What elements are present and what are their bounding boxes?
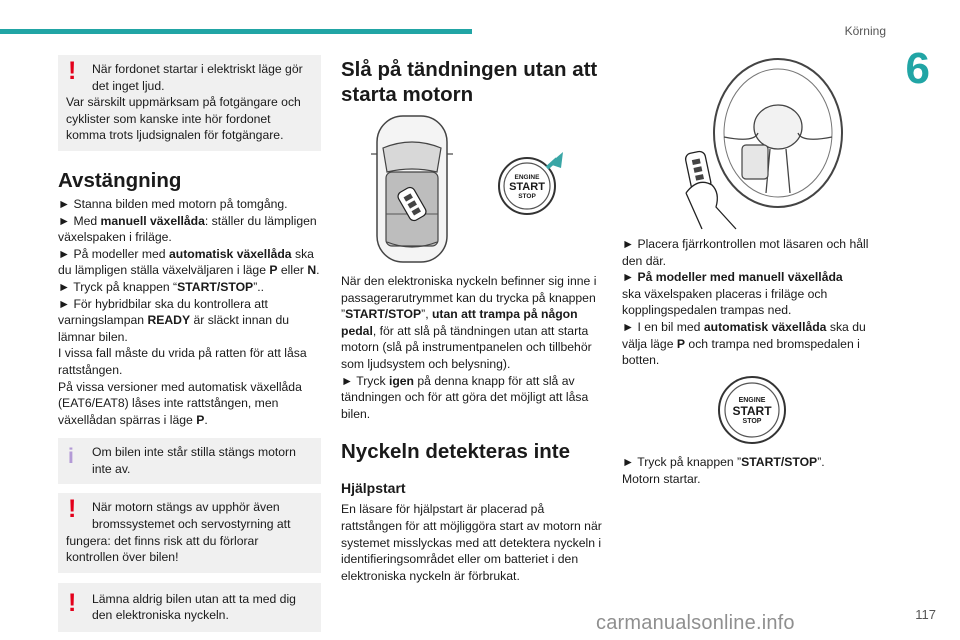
page-number: 117: [915, 607, 936, 622]
info-icon: i: [68, 445, 74, 469]
column-1: [58, 55, 321, 632]
steering-wheel-key-illustration: [676, 53, 856, 233]
step-5: ► För hybridbilar ska du kontrollera att varningslampan READY är släckt innan du lämnar bilen.: [58, 296, 290, 344]
column-2-body: [341, 273, 603, 584]
note-automatic-gearbox: På vissa versioner med automatisk växellåda (EAT6/EAT8) låses inte rattstången, men växellådan spärras i läge P.: [58, 379, 302, 427]
warning-text-1-rest: Var särskilt uppmärksam på fotgängare och cyklister som kanske inte hör fordonet komma trots ljudsignalen för fotgängare.: [66, 95, 301, 143]
step-automatic-gearbox: ► I en bil med automatisk växellåda ska du välja läge P och trampa ned bromspedalen i botten.: [622, 319, 866, 368]
info-text: Om bilen inte står stilla stängs motorn inte av.: [92, 445, 296, 476]
step-4: ► Tryck på knappen “START/STOP”..: [58, 279, 265, 294]
step-manual-gearbox-detail: ska växelspaken placeras i friläge och kopplingspedalen trampas ned.: [622, 286, 828, 318]
header-accent-bar: [0, 29, 472, 34]
warning-exclamation-icon: !: [68, 588, 77, 617]
engine-starts-text: Motorn startar.: [622, 471, 701, 486]
step-1: ► Stanna bilden med motorn på tomgång.: [58, 196, 288, 211]
warning-box-brakes: [58, 493, 321, 572]
warning-box-key: [58, 583, 321, 632]
engine-start-stop-button-illustration: [491, 150, 569, 216]
ignition-step: ► Tryck igen på denna knapp för att slå av tändningen och för att göra det möjligt att låsa bilen.: [341, 373, 589, 421]
start-button-label-2: ENGINE START STOP: [732, 397, 772, 425]
warning-text-1: När fordonet startar i elektriskt läge gör det inget ljud.: [92, 62, 303, 93]
chapter-number: 6: [905, 44, 930, 93]
section-heading-avstangning: Avstängning: [58, 168, 182, 192]
warning-exclamation-icon: !: [68, 57, 77, 85]
warning-text-2-rest: fungera: det finns risk att du förlorar kontrollen över bilen!: [66, 533, 259, 565]
watermark: carmanualsonline.info: [596, 612, 795, 634]
section-heading-ignition: Slå på tändningen utan att starta motorn: [341, 58, 598, 106]
section-heading-key-not-detected: Nyckeln detekteras inte: [341, 440, 571, 464]
section-name: Körning: [844, 24, 886, 38]
step-manual-gearbox: ► På modeller med manuell växellåda: [622, 270, 843, 285]
info-box: [58, 438, 321, 484]
subheading-backup-start: Hjälpstart: [341, 480, 406, 497]
step-3: ► På modeller med automatisk växellåda ska du lämpligen ställa växelväljaren i läge P eller N.: [58, 246, 320, 278]
warning-text-2: När motorn stängs av upphör även bromssystemet och servostyrning att: [92, 500, 291, 532]
column-3-body: [622, 236, 880, 369]
ignition-paragraph: När den elektroniska nyckeln befinner sig inne i passagerarutrymmet kan du trycka på knappen ”START/STOP”, utan att trampa på någon pedal, för att slå på tändningen utan att starta motorn (slå på instrumentpanelen och tillbehör som ljudsystem och belysning).: [341, 274, 597, 371]
warning-exclamation-icon: !: [68, 495, 77, 524]
backup-start-paragraph: En läsare för hjälpstart är placerad på rattstången för att möjliggöra start av motorn när systemet misslyckas med att detektera nyckeln i identifieringsområdet eller om batteriet i den elektroniska nyckeln är förbrukat.: [341, 502, 602, 583]
step-press-start: ► Tryck på knappen ”START/STOP”.: [622, 455, 825, 469]
step-place-remote: ► Placera fjärrkontrollen mot läsaren och håll den där.: [622, 237, 869, 268]
column-2: [341, 57, 603, 107]
step-2: ► Med manuell växellåda: ställer du lämpligen växelspaken i friläge.: [58, 213, 317, 245]
start-button-label: ENGINE START STOP: [509, 174, 545, 200]
warning-text-3: Lämna aldrig bilen utan att ta med dig den elektroniska nyckeln.: [92, 591, 296, 623]
warning-box-silent-start: [58, 55, 321, 151]
column-3-footer: [622, 454, 880, 487]
engine-start-stop-button-illustration-2: [716, 374, 788, 446]
note-steering-lock: I vissa fall måste du vrida på ratten för att låsa rattstången.: [58, 346, 307, 377]
car-top-view-illustration: [367, 114, 457, 264]
